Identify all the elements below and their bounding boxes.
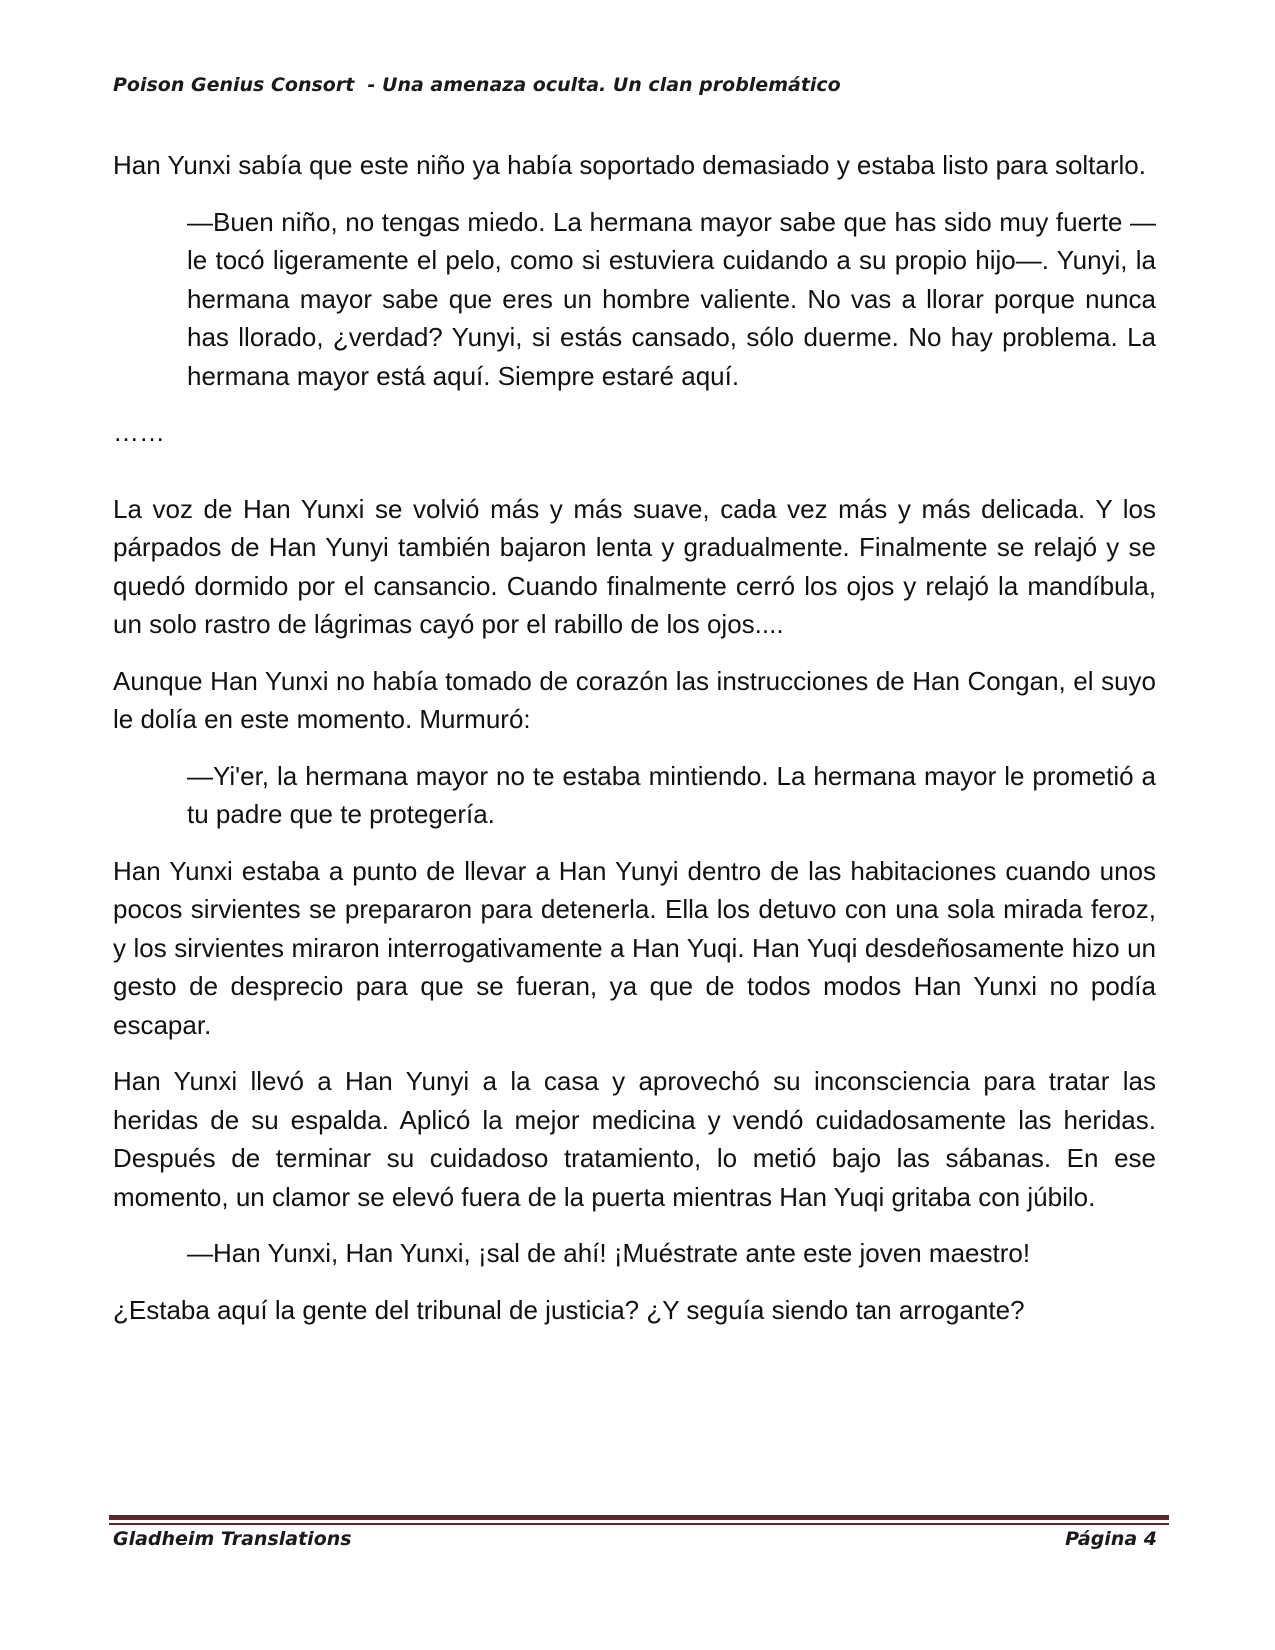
dialogue-paragraph: —Han Yunxi, Han Yunxi, ¡sal de ahí! ¡Muéstrate ante este joven maestro! — [187, 1238, 1031, 1268]
footer-divider-thick-line — [109, 1515, 1169, 1520]
paragraph: ¿Estaba aquí la gente del tribunal de justicia? ¿Y seguía siendo tan arrogante? — [113, 1294, 1025, 1325]
dialogue-paragraph: —Buen niño, no tengas miedo. La hermana mayor sabe que has sido muy fuerte —le tocó ligeramente el pelo, como si estuviera cuidando a su propio hijo—. Yunyi, la hermana mayor sabe que eres un hombre valiente. No vas a llorar porque nunca has llorado, ¿verdad? Yunyi, si estás cansado, sólo duerme. No hay problema. La hermana mayor está aquí. Siempre estaré aquí. — [187, 206, 1156, 391]
scene-break: …… — [113, 417, 165, 447]
paragraph: Han Yunxi llevó a Han Yunyi a la casa y aprovechó su inconsciencia para tratar las heridas de su espalda. Aplicó la mejor medicina y vendó cuidadosamente las heridas. Después de terminar su cuidadoso tratamiento, lo metió bajo las sábanas. En ese momento, un clamor se elevó fuera de la puerta mientras Han Yuqi gritaba con júbilo. — [113, 1066, 1156, 1212]
document-body — [113, 146, 1156, 1347]
page-header-title: Poison Genius Consort - Una amenaza oculta. Un clan problemático — [113, 74, 841, 96]
paragraph: La voz de Han Yunxi se volvió más y más suave, cada vez más y más delicada. Y los párpados de Han Yunyi también bajaron lenta y gradualmente. Finalmente se relajó y se quedó dormido por el cansancio. Cuando finalmente cerró los ojos y relajó la mandíbula, un solo rastro de lágrimas cayó por el rabillo de los ojos.... — [113, 493, 1156, 639]
paragraph: Han Yunxi estaba a punto de llevar a Han Yunyi dentro de las habitaciones cuando unos pocos sirvientes se prepararon para detenerla. Ella los detuvo con una sola mirada feroz, y los sirvientes miraron interrogativamente a Han Yuqi. Han Yuqi desdeñosamente hizo un gesto de desprecio para que se fueran, ya que de todos modos Han Yunxi no podía escapar. — [113, 855, 1156, 1040]
dialogue-paragraph: —Yi'er, la hermana mayor no te estaba mintiendo. La hermana mayor le prometió a tu padre que te protegería. — [187, 760, 1156, 829]
paragraph: Han Yunxi sabía que este niño ya había soportado demasiado y estaba listo para soltarlo. — [113, 150, 1146, 180]
paragraph: Aunque Han Yunxi no había tomado de corazón las instrucciones de Han Congan, el suyo le dolía en este momento. Murmuró: — [113, 665, 1156, 734]
footer-page-number: Página 4 — [1065, 1528, 1157, 1550]
footer-publisher: Gladheim Translations — [113, 1528, 352, 1550]
footer-divider-thin-line — [109, 1523, 1169, 1525]
